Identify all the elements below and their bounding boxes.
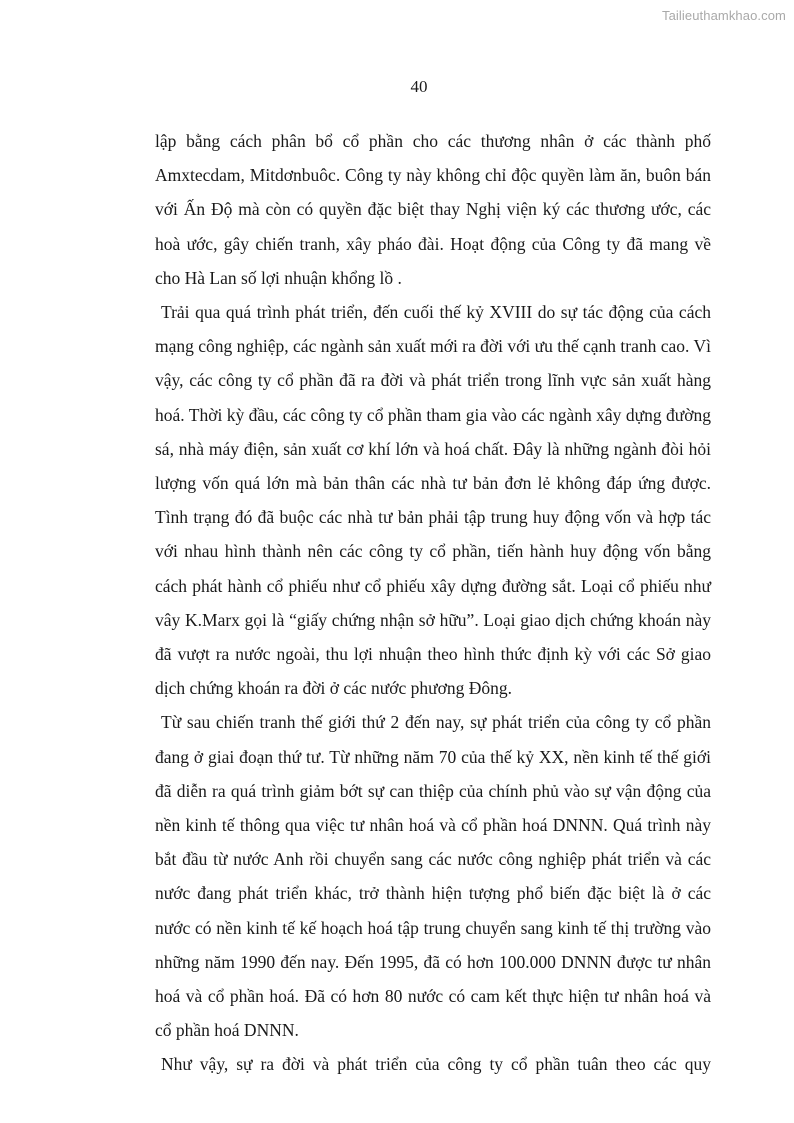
paragraph: Như vậy, sự ra đời và phát triển của công ty cổ phần tuân theo các quy [161,1054,711,1075]
watermark-text: Tailieuthamkhao.com [661,8,786,23]
paragraph: Từ sau chiến tranh thế giới thứ 2 đến nay, sự phát triển của công ty cổ phần đang ở giai đoạn thứ tư. Từ những năm 70 của thế kỷ XX, nền kinh tế thế giới đã diễn ra quá trình giảm bớt sự can thiệp của chính phủ vào sự vận động của nền kinh tế thông qua việc tư nhân hoá và cổ phần hoá DNNN. Quá trình này bắt đầu từ nước Anh rồi chuyển sang các nước công nghiệp phát triển và các nước đang phát triển khác, trở thành hiện tượng phổ biến đặc biệt là ở các nước có nền kinh tế kế hoạch hoá tập trung chuyển sang kinh tế thị trường vào những năm 1990 đến nay. Đến 1995, đã có hơn 100.000 DNNN được tư nhân hoá và cổ phần hoá. Đã có hơn 80 nước có cam kết thực hiện tư nhân hoá và cổ phần hoá DNNN. [155,712,711,1041]
paragraph-continuation: lập bằng cách phân bổ cổ phần cho các thương nhân ở các thành phố Amxtecdam, Mitdơnbuôc. Công ty này không chỉ độc quyền làm ăn, buôn bán với Ấn Độ mà còn có quyền đặc biệt thay Nghị viện ký các thương ước, các hoà ước, gây chiến tranh, xây pháo đài. Hoạt động của Công ty đã mang về cho Hà Lan số lợi nhuận khổng lồ . [155,131,711,288]
body-text [155,124,711,1082]
page-number: 40 [410,77,428,96]
paragraph: Trải qua quá trình phát triển, đến cuối thế kỷ XVIII do sự tác động của cách mạng công nghiệp, các ngành sản xuất mới ra đời với ưu thế cạnh tranh cao. Vì vậy, các công ty cổ phần đã ra đời và phát triển trong lĩnh vực sản xuất hàng hoá. Thời kỳ đầu, các công ty cổ phần tham gia vào các ngành xây dựng đường sá, nhà máy điện, sản xuất cơ khí lớn và hoá chất. Đây là những ngành đòi hỏi lượng vốn quá lớn mà bản thân các nhà tư bản đơn lẻ không đáp ứng được. Tình trạng đó đã buộc các nhà tư bản phải tập trung huy động vốn và hợp tác với nhau hình thành nên các công ty cổ phần, tiến hành huy động vốn bằng cách phát hành cổ phiếu như cổ phiếu xây dựng đường sắt. Loại cổ phiếu như vây K.Marx gọi là “giấy chứng nhận sở hữu”. Loại giao dịch chứng khoán này đã vượt ra nước ngoài, thu lợi nhuận theo hình thức định kỳ với các Sở giao dịch chứng khoán ra đời ở các nước phương Đông. [155,302,711,699]
